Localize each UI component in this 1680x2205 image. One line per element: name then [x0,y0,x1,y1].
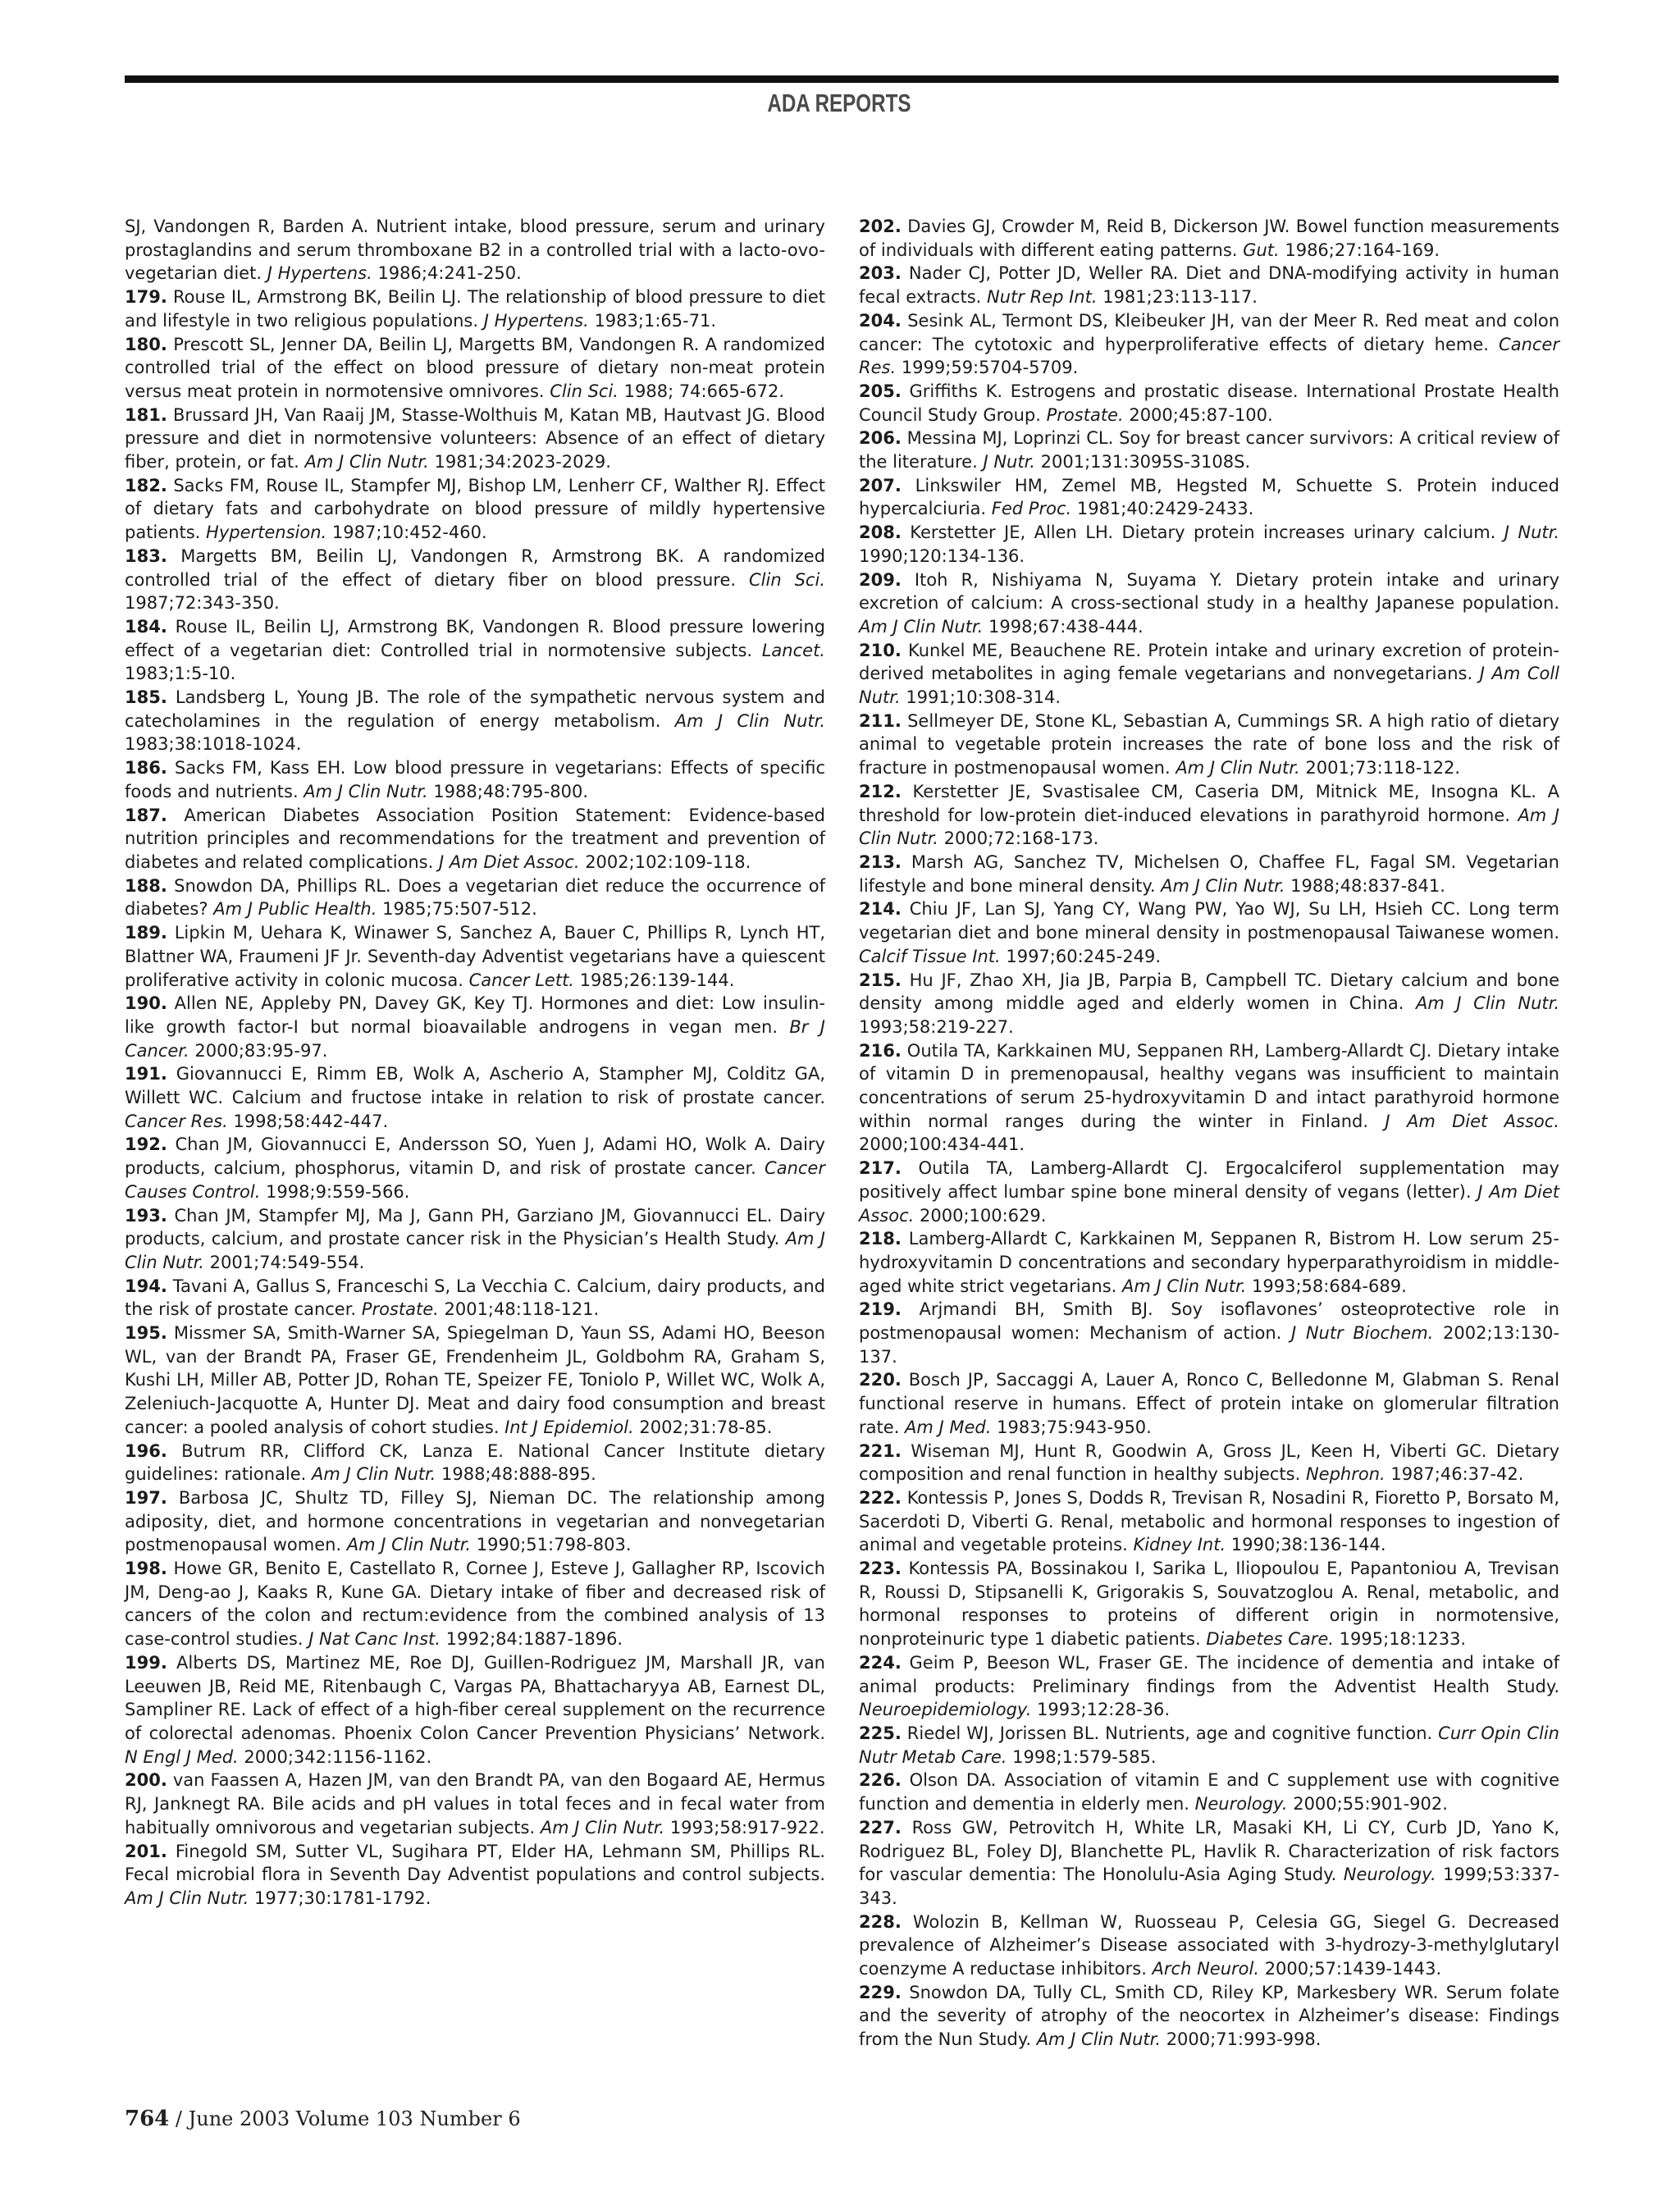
citation-details: 2000;100:434-441. [859,1134,1025,1155]
journal-name: Cancer Res. [859,334,1559,378]
reference-entry [125,1769,825,1839]
reference-number: 190. [125,993,167,1014]
reference-number: 197. [125,1487,167,1508]
reference-entry [859,262,1559,308]
reference-entry [125,992,825,1062]
citation-details: 1998;9:559-566. [260,1181,410,1202]
issue-info: / June 2003 Volume 103 Number 6 [175,2107,521,2130]
reference-text: Arjmandi BH, Smith BJ. Soy isoflavones’ osteoprotective role in postmenopausal women: Mechanism of action. [859,1299,1559,1344]
citation-details: 1991;10:308-314. [900,687,1061,708]
reference-text: Riedel WJ, Jorissen BL. Nutrients, age and cognitive function. [901,1723,1439,1743]
reference-number: 216. [859,1040,902,1061]
journal-name: Nephron. [1305,1464,1386,1485]
journal-name: Prostate. [1046,404,1124,425]
citation-details: 1988;48:795-800. [427,781,589,801]
reference-text: Brussard JH, Van Raaij JM, Stasse-Wolthuis M, Katan MB, Hautvast JG. Blood pressure and diet in normotensive volunteers: Absence of an effect of dietary fiber, protein, or fat. [125,404,825,472]
reference-text: Wiseman MJ, Hunt R, Goodwin A, Gross JL, Keen H, Viberti GC. Dietary composition and renal function in healthy subjects. [859,1440,1559,1485]
reference-entry [125,1204,825,1275]
reference-entry [859,710,1559,780]
reference-number: 207. [859,475,902,495]
citation-details: 2000;342:1156-1162. [238,1746,432,1767]
reference-entry [125,474,825,545]
reference-number: 229. [859,1982,902,2002]
reference-number: 203. [859,263,902,284]
reference-text: Marsh AG, Sanchez TV, Michelsen O, Chaffee FL, Fagal SM. Vegetarian lifestyle and bone mineral density. [859,851,1559,896]
citation-details: 1990;120:134-136. [859,546,1025,566]
reference-text: Finegold SM, Sutter VL, Sugihara PT, Elder HA, Lehmann SM, Phillips RL. Fecal microbial flora in Seventh Day Adventist populations and control subjects. [125,1841,825,1885]
citation-details: 1990;51:798-803. [471,1535,632,1555]
journal-name: Clin Sci. [749,569,825,590]
citation-details: 1981;23:113-117. [1097,287,1258,308]
reference-text: Barbosa JC, Shultz TD, Filley SJ, Nieman DC. The relationship among adiposity, diet, and hormone concentrations in vegetarian and nonvegetarian postmenopausal women. [125,1487,825,1555]
reference-entry [125,215,825,285]
reference-number: 189. [125,923,167,943]
citation-details: 1986;27:164-169. [1279,240,1440,260]
reference-number: 180. [125,334,167,354]
reference-text: Chan JM, Stampfer MJ, Ma J, Gann PH, Garziano JM, Giovannucci EL. Dairy products, calcium, and prostate cancer risk in the Physician’s Health Study. [125,1205,825,1249]
journal-name: Am J Clin Nutr. [125,1229,825,1272]
citation-details: 2002;31:78-85. [633,1417,773,1437]
citation-details: 2002;102:109-118. [579,851,751,872]
reference-text: Prescott SL, Jenner DA, Beilin LJ, Margetts BM, Vandongen R. A randomized controlled trial of the effect on blood pressure of dietary non-meat protein versus meat protein in normotensive omnivores. [125,334,825,401]
reference-number: 224. [859,1652,902,1673]
citation-details: 1983;38:1018-1024. [125,734,302,755]
reference-text: Allen NE, Appleby PN, Davey GK, Key TJ. Hormones and diet: Low insulin-like growth factor-I but normal bioavailable androgens in vegan men. [125,993,825,1037]
journal-name: J Am Coll Nutr. [859,664,1560,708]
reference-text: Tavani A, Gallus S, Franceschi S, La Vecchia C. Calcium, dairy products, and the risk of prostate cancer. [125,1276,825,1320]
reference-text: Missmer SA, Smith-Warner SA, Spiegelman D, Yaun SS, Adami HO, Beeson WL, van der Brandt PA, Fraser GE, Frendenheim JL, Goldbohm RA, Graham S, Kushi LH, Miller AB, Potter JD, Rohan TE, Speizer FE, Toniolo P, Willet WC, Wolk A, Zeleniuch-Jacquotte A, Hunter DJ. Meat and dairy food consumption and breast cancer: a pooled analysis of cohort studies. [125,1323,825,1437]
citation-details: 2000;57:1439-1443. [1259,1959,1442,1979]
reference-entry [125,1062,825,1133]
reference-text: Linkswiler HM, Zemel MB, Hegsted M, Schuette S. Protein induced hypercalciuria. [859,475,1559,519]
reference-number: 228. [859,1911,902,1932]
reference-entry [859,1440,1559,1486]
reference-text: Messina MJ, Loprinzi CL. Soy for breast cancer survivors: A critical review of the literature. [859,428,1559,472]
reference-text: Wolozin B, Kellman W, Ruosseau P, Celesia GG, Siegel G. Decreased prevalence of Alzheimer’s Disease associated with 3-hydrozy-3-methylglutaryl coenzyme A reductase inhibitors. [859,1911,1559,1979]
reference-text: Rouse IL, Beilin LJ, Armstrong BK, Vandongen R. Blood pressure lowering effect of a vegetarian diet: Controlled trial in normotensive subjects. [125,616,825,660]
reference-number: 225. [859,1723,902,1743]
reference-text: Kerstetter JE, Allen LH. Dietary protein increases urinary calcium. [901,523,1504,543]
journal-name: Am J Clin Nutr. [1416,993,1559,1014]
journal-name: Calcif Tissue Int. [859,946,1001,966]
reference-text: Outila TA, Karkkainen MU, Seppanen RH, Lamberg-Allardt CJ. Dietary intake of vitamin D in premenopausal, healthy vegans was insufficient to maintain concentrations of serum 25-hydroxyvitamin D and intact parathyroid hormone within normal ranges during the winter in Finland. [859,1040,1559,1131]
reference-entry [859,851,1559,897]
reference-number: 214. [859,899,902,920]
citation-details: 1985;75:507-512. [377,899,537,920]
reference-text: Davies GJ, Crowder M, Reid B, Dickerson JW. Bowel function measurements of individuals with different eating patterns. [859,217,1559,260]
citation-details: 1988; 74:665-672. [618,381,785,401]
journal-name: J Am Diet Assoc. [438,851,580,872]
reference-text: Margetts BM, Beilin LJ, Vandongen R, Armstrong BK. A randomized controlled trial of the effect of dietary fiber on blood pressure. [125,546,825,590]
reference-text: Butrum RR, Clifford CK, Lanza E. National Cancer Institute dietary guidelines: rationale. [125,1440,825,1485]
reference-text: van Faassen A, Hazen JM, van den Brandt PA, van den Bogaard AE, Hermus RJ, Janknegt RA. Bile acids and pH values in total feces and in fecal water from habitually omnivorous and vegetarian subjects. [125,1770,825,1838]
reference-text: Giovannucci E, Rimm EB, Wolk A, Ascherio A, Stampher MJ, Colditz GA, Willett WC. Calcium and fructose intake in relation to risk of prostate cancer. [125,1064,825,1108]
journal-name: Am J Clin Nutr. [312,1464,436,1485]
citation-details: 2001;48:118-121. [438,1299,600,1320]
reference-text: Kontessis PA, Bossinakou I, Sarika L, Iliopoulou E, Papantoniou A, Trevisan R, Roussi D, Stipsanelli K, Grigorakis S, Souvatzoglou A. Renal, metabolic, and hormonal responses to proteins of different origin in normotensive, nonproteinuric type 1 diabetic patients. [859,1559,1559,1650]
reference-entry [125,1440,825,1486]
citation-details: 2000;45:87-100. [1123,404,1273,425]
reference-number: 202. [859,217,902,236]
reference-entry [859,568,1559,639]
reference-number: 201. [125,1841,167,1861]
citation-details: 2000;72:168-173. [938,829,1099,849]
reference-number: 185. [125,687,167,708]
reference-number: 221. [859,1440,902,1461]
reference-number: 183. [125,546,167,566]
reference-text: Lipkin M, Uehara K, Winawer S, Sanchez A, Bauer C, Phillips R, Lynch HT, Blattner WA, Fraumeni JF Jr. Seventh-day Adventist vegetarians have a quiescent proliferative activity in colonic mucosa. [125,923,825,990]
reference-entry [859,474,1559,521]
journal-name: Am J Med. [905,1417,992,1437]
reference-number: 215. [859,970,902,990]
reference-entry [859,380,1559,427]
reference-text: SJ, Vandongen R, Barden A. Nutrient intake, blood pressure, serum and urinary prostaglandins and serum thromboxane B2 in a controlled trial with a lacto-ovo-vegetarian diet. [125,217,825,284]
reference-number: 191. [125,1064,167,1084]
reference-entry [125,756,825,803]
reference-text: Kunkel ME, Beauchene RE. Protein intake and urinary excretion of protein-derived metabolites in aging female vegetarians and nonvegetarians. [859,640,1559,684]
reference-number: 179. [125,287,167,308]
reference-text: Geim P, Beeson WL, Fraser GE. The incidence of dementia and intake of animal products: Preliminary findings from the Adventist Health Study. [859,1652,1559,1696]
reference-entry [859,897,1559,968]
reference-number: 218. [859,1229,902,1249]
citation-details: 1988;48:837-841. [1285,875,1445,896]
journal-name: Arch Neurol. [1152,1959,1260,1979]
reference-number: 195. [125,1323,167,1344]
reference-number: 227. [859,1817,902,1838]
journal-name: Clin Sci. [550,381,619,401]
journal-name: Am J Clin Nutr. [1176,758,1300,778]
journal-name: Am J Clin Nutr. [304,452,429,472]
reference-text: Bosch JP, Saccaggi A, Lauer A, Ronco C, Belledonne M, Glabman S. Renal functional reserve in humans. Effect of protein intake on glomerular filtration rate. [859,1370,1559,1437]
citation-details: 1993;58:684-689. [1246,1276,1407,1296]
citation-details: 2001;74:549-554. [203,1252,365,1272]
citation-details: 1997;60:245-249. [1000,946,1162,966]
reference-entry [125,1651,825,1769]
journal-name: Gut. [1243,240,1280,260]
citation-details: 1987;10:452-460. [326,523,487,543]
journal-name: J Am Diet Assoc. [859,1181,1559,1226]
citation-details: 2001;131:3095S-3108S. [1034,452,1251,472]
journal-name: Nutr Rep Int. [987,287,1098,308]
reference-number: 192. [125,1134,167,1155]
citation-details: 1993;58:917-922. [664,1817,825,1838]
reference-text: Olson DA. Association of vitamin E and C supplement use with cognitive function and dementia in elderly men. [859,1770,1559,1815]
reference-entry [859,1981,1559,2052]
reference-text: Griffiths K. Estrogens and prostatic disease. International Prostate Health Council Study Group. [859,381,1559,425]
citation-details: 2000;71:993-998. [1161,2029,1322,2050]
reference-entry [859,521,1559,568]
journal-name: Cancer Causes Control. [125,1158,825,1202]
left-reference-column [125,215,825,1911]
citation-details: 1986;4:241-250. [372,263,522,284]
reference-entry [125,874,825,921]
reference-number: 213. [859,851,902,872]
journal-name: Am J Clin Nutr. [1036,2029,1162,2050]
reference-entry [125,1557,825,1651]
reference-text: Rouse IL, Armstrong BK, Beilin LJ. The relationship of blood pressure to diet and lifestyle in two religious populations. [125,287,825,331]
journal-name: Am J Public Health. [213,899,377,920]
reference-entry [125,686,825,756]
reference-entry [125,285,825,332]
reference-entry [859,1368,1559,1439]
reference-entry [859,1298,1559,1368]
reference-entry [125,1840,825,1911]
reference-entry [125,921,825,992]
reference-entry [859,639,1559,710]
journal-name: Prostate. [361,1299,439,1320]
journal-name: Diabetes Care. [1206,1629,1334,1650]
citation-details: 1988;48:888-895. [436,1464,596,1485]
reference-entry [125,804,825,874]
right-reference-column [859,215,1559,2052]
reference-text: Snowdon DA, Phillips RL. Does a vegetarian diet reduce the occurrence of diabetes? [125,875,825,920]
citation-details: 2000;100:629. [914,1205,1047,1226]
reference-text: Sesink AL, Termont DS, Kleibeuker JH, van der Meer R. Red meat and colon cancer: The cytotoxic and hyperproliferative effects of dietary heme. [859,310,1559,354]
citation-details: 1981;40:2429-2433. [1071,499,1254,519]
reference-number: 194. [125,1276,167,1296]
reference-entry [859,1769,1559,1815]
journal-name: Am J Clin Nutr. [859,805,1559,849]
reference-number: 188. [125,875,167,896]
journal-name: Neurology. [1194,1794,1288,1815]
citation-details: 2000;55:901-902. [1287,1794,1448,1815]
reference-number: 199. [125,1652,167,1673]
reference-text: Lamberg-Allardt C, Karkkainen M, Seppanen R, Bistrom H. Low serum 25-hydroxyvitamin D concentrations and secondary hyperparathyroidism in middle-aged white strict vegetarians. [859,1229,1559,1296]
reference-number: 212. [859,781,902,801]
reference-text: Snowdon DA, Tully CL, Smith CD, Riley KP, Markesbery WR. Serum folate and the severity of atrophy of the neocortex in Alzheimer’s disease: Findings from the Nun Study. [859,1982,1559,2050]
citation-details: 1998;67:438-444. [983,616,1144,637]
reference-entry [859,1486,1559,1557]
reference-text: Kontessis P, Jones S, Dodds R, Trevisan R, Nosadini R, Fioretto P, Borsato M, Sacerdoti D, Viberti G. Renal, metabolic and hormonal responses to ingestion of animal and vegetable proteins. [859,1487,1559,1555]
reference-entry [859,969,1559,1039]
journal-name: J Nutr. [983,452,1035,472]
journal-name: Br J Cancer. [125,1016,825,1061]
reference-entry [125,333,825,404]
journal-name: Neurology. [1343,1865,1436,1885]
reference-entry [125,1322,825,1440]
reference-entry [859,1227,1559,1298]
journal-name: Am J Clin Nutr. [1161,875,1285,896]
citation-details: 1983;1:5-10. [125,664,236,684]
reference-text: American Diabetes Association Position Statement: Evidence-based nutrition principles and recommendations for the treatment and prevention of diabetes and related complications. [125,805,825,872]
citation-details: 1985;26:139-144. [573,970,735,990]
citation-details: 1999;53:337-343. [859,1865,1560,1908]
page-number: 764 [125,2107,170,2131]
reference-text: Alberts DS, Martinez ME, Roe DJ, Guillen-Rodriguez JM, Marshall JR, van Leeuwen JB, Reid ME, Ritenbaugh C, Vargas PA, Bhattacharyya AB, Earnest DL, Sampliner RE. Lack of effect of a high-fiber cereal supplement on the recurrence of colorectal adenomas. Phoenix Colon Cancer Prevention Physicians’ Network. [125,1652,825,1743]
reference-entry [859,1911,1559,1981]
reference-entry [859,1651,1559,1722]
reference-text: Itoh R, Nishiyama N, Suyama Y. Dietary protein intake and urinary excretion of calcium: A cross-sectional study in a healthy Japanese population. [859,569,1559,614]
reference-number: 210. [859,640,902,660]
journal-name: Am J Clin Nutr. [859,616,984,637]
reference-number: 226. [859,1770,902,1791]
reference-entry [859,1722,1559,1769]
citation-details: 1998;58:442-447. [227,1111,389,1131]
journal-name: Am J Clin Nutr. [1122,1276,1247,1296]
citation-details: 2000;83:95-97. [189,1040,328,1061]
reference-number: 219. [859,1299,902,1320]
reference-entry [125,1486,825,1557]
citation-details: 1995;18:1233. [1334,1629,1467,1650]
reference-entry [125,615,825,686]
journal-name: Am J Clin Nutr. [125,1888,249,1908]
citation-details: 1981;34:2023-2029. [428,452,611,472]
reference-text: Chiu JF, Lan SJ, Yang CY, Wang PW, Yao WJ, Su LH, Hsieh CC. Long term vegetarian diet and bone mineral density in postmenopausal Taiwanese women. [859,899,1559,943]
journal-name: Int J Epidemiol. [504,1417,634,1437]
citation-details: 1977;30:1781-1792. [249,1888,431,1908]
reference-entry [859,1816,1559,1911]
journal-name: Am J Clin Nutr. [674,710,825,731]
citation-details: 1993;12:28-36. [1031,1700,1171,1720]
reference-entry [859,427,1559,473]
reference-text: Sellmeyer DE, Stone KL, Sebastian A, Cummings SR. A high ratio of dietary animal to vegetable protein increases the rate of bone loss and the risk of fracture in postmenopausal women. [859,710,1559,778]
reference-text: Hu JF, Zhao XH, Jia JB, Parpia B, Campbell TC. Dietary calcium and bone density among middle aged and elderly women in China. [859,970,1559,1014]
reference-number: 206. [859,428,902,449]
reference-entry [859,215,1559,262]
reference-number: 182. [125,475,167,495]
reference-number: 211. [859,710,902,731]
reference-number: 200. [125,1770,167,1791]
header-rule [125,75,1559,83]
reference-text: Outila TA, Lamberg-Allardt CJ. Ergocalciferol supplementation may positively affect lumbar spine bone mineral density of vegans (letter). [859,1158,1559,1202]
journal-name: Neuroepidemiology. [859,1700,1032,1720]
reference-entry [859,1157,1559,1227]
reference-entry [859,1557,1559,1651]
reference-entry [859,1039,1559,1157]
journal-name: J Nat Canc Inst. [308,1629,441,1650]
journal-name: Kidney Int. [1133,1535,1226,1555]
reference-text: Landsberg L, Young JB. The role of the sympathetic nervous system and catecholamines in the regulation of energy metabolism. [125,687,825,731]
journal-name: Fed Proc. [991,499,1072,519]
reference-text: Howe GR, Benito E, Castellato R, Cornee J, Esteve J, Gallagher RP, Iscovich JM, Deng-ao J, Kaaks R, Kune GA. Dietary intake of fiber and decreased risk of cancers of the colon and rectum:evidence from the combined analysis of 13 case-control studies. [125,1559,825,1650]
page-footer [125,2107,521,2131]
reference-entry [859,309,1559,380]
journal-name: Lancet. [761,640,825,660]
reference-number: 217. [859,1158,902,1179]
reference-number: 223. [859,1559,902,1579]
reference-number: 187. [125,805,167,825]
reference-number: 186. [125,758,167,778]
citation-details: 1999;59:5704-5709. [896,358,1079,378]
journal-name: Am J Clin Nutr. [304,781,428,801]
citation-details: 1987;46:37-42. [1385,1464,1524,1485]
reference-number: 220. [859,1370,902,1390]
citation-details: 1983;1:65-71. [588,310,717,331]
journal-name: J Nutr. [1504,523,1559,543]
journal-name: N Engl J Med. [125,1746,239,1767]
reference-text: Ross GW, Petrovitch H, White LR, Masaki KH, Li CY, Curb JD, Yano K, Rodriguez BL, Foley DJ, Blanchette PL, Havlik R. Characterization of risk factors for vascular dementia: The Honolulu-Asia Aging Study. [859,1817,1559,1885]
reference-text: Chan JM, Giovannucci E, Andersson SO, Yuen J, Adami HO, Wolk A. Dairy products, calcium, phosphorus, vitamin D, and risk of prostate cancer. [125,1134,825,1179]
reference-number: 209. [859,569,902,590]
journal-name: Curr Opin Clin Nutr Metab Care. [859,1723,1559,1767]
citation-details: 1998;1:579-585. [1007,1746,1157,1767]
reference-number: 181. [125,404,167,425]
reference-text: Kerstetter JE, Svastisalee CM, Caseria DM, Mitnick ME, Insogna KL. A threshold for low-protein diet-induced elevations in parathyroid hormone. [859,781,1559,825]
journal-name: Cancer Res. [125,1111,228,1131]
reference-number: 204. [859,310,902,331]
reference-entry [859,780,1559,851]
reference-number: 198. [125,1559,167,1579]
citation-details: 1983;75:943-950. [991,1417,1152,1437]
journal-name: J Nutr Biochem. [1290,1323,1434,1344]
reference-number: 193. [125,1205,167,1226]
citation-details: 1987;72:343-350. [125,593,280,614]
reference-text: Nader CJ, Potter JD, Weller RA. Diet and DNA-modifying activity in human fecal extracts. [859,263,1559,308]
reference-entry [125,1133,825,1203]
citation-details: 2002;13:130-137. [859,1323,1559,1367]
citation-details: 1990;38:136-144. [1226,1535,1386,1555]
journal-name: Cancer Lett. [468,970,574,990]
reference-text: Sacks FM, Kass EH. Low blood pressure in vegetarians: Effects of specific foods and nutrients. [125,758,825,801]
journal-name: J Am Diet Assoc. [1385,1111,1559,1131]
journal-name: J Hypertens. [483,310,589,331]
reference-number: 184. [125,616,167,637]
reference-number: 222. [859,1487,902,1508]
citation-details: 2001;73:118-122. [1299,758,1461,778]
reference-number: 205. [859,381,902,401]
journal-name: Hypertension. [206,523,327,543]
citation-details: 1993;58:219-227. [859,1016,1014,1037]
reference-entry [125,1275,825,1322]
journal-name: Am J Clin Nutr. [540,1817,665,1838]
reference-number: 208. [859,523,902,543]
reference-text: Sacks FM, Rouse IL, Stampfer MJ, Bishop LM, Lenherr CF, Walther RJ. Effect of dietary fats and carbohydrate on blood pressure of mildly hypertensive patients. [125,475,825,543]
reference-entry [125,545,825,615]
citation-details: 1992;84:1887-1896. [440,1629,623,1650]
reference-entry [125,404,825,474]
journal-name: J Hypertens. [267,263,372,284]
running-header: ADA REPORTS [766,89,911,117]
journal-name: Am J Clin Nutr. [346,1535,472,1555]
reference-number: 196. [125,1440,167,1461]
